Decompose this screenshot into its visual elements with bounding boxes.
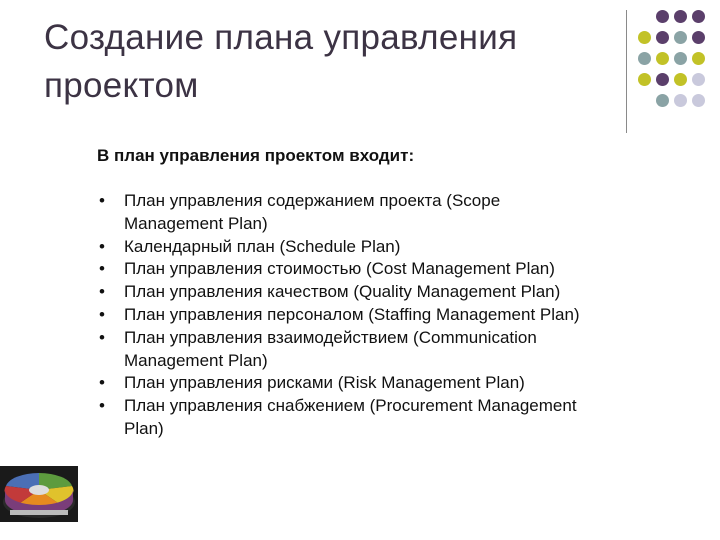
list-item (97, 190, 657, 236)
list-item-text: Календарный план (Schedule Plan) (124, 236, 401, 256)
decorative-dot (656, 52, 669, 65)
decorative-dot (674, 31, 687, 44)
list-item-text: План управления стоимостью (Cost Management Plan) (124, 259, 555, 279)
slide-title (44, 14, 614, 110)
decorative-dot (638, 52, 651, 65)
list-item-text: План управления содержанием проекта (Scope (124, 191, 501, 210)
slide-title-line-2: проектом (44, 66, 199, 105)
decorative-dot (674, 52, 687, 65)
bullet-icon: • (99, 304, 105, 324)
list-item (97, 327, 657, 373)
vertical-divider (626, 10, 627, 133)
decorative-dot (656, 31, 669, 44)
decorative-dot (692, 52, 705, 65)
list-item-text: План управления взаимодействием (Communication (124, 327, 537, 347)
decorative-dot (692, 10, 705, 23)
list-item-text-continued: Management Plan) (124, 213, 268, 233)
decorative-dot (656, 94, 669, 107)
decorative-dot (692, 31, 705, 44)
decorative-dot-grid (636, 8, 716, 120)
list-item-text: План управления рисками (Risk Management Plan) (124, 373, 525, 393)
list-item-text: План управления персоналом (Staffing Management Plan) (124, 304, 580, 324)
bullet-icon: • (99, 236, 105, 256)
list-item (97, 304, 657, 327)
list-item (97, 281, 657, 304)
decorative-dot (656, 10, 669, 23)
decorative-dot (674, 73, 687, 86)
decorative-dot (692, 73, 705, 86)
bullet-icon: • (99, 396, 105, 416)
list-item-text-continued: Plan) (124, 418, 164, 438)
plan-components-list (97, 190, 657, 441)
bullet-icon: • (99, 373, 105, 393)
decorative-dot (638, 31, 651, 44)
intro-text: В план управления проектом входит: (97, 146, 415, 165)
bullet-icon: • (99, 191, 105, 210)
decorative-dot (674, 10, 687, 23)
decorative-dot (638, 73, 651, 86)
list-item-text: План управления снабжением (Procurement Management (124, 396, 577, 416)
list-item (97, 258, 657, 281)
bullet-icon: • (99, 259, 105, 279)
list-item-text: План управления качеством (Quality Management Plan) (124, 282, 561, 302)
list-item (97, 372, 657, 395)
list-item (97, 236, 657, 259)
list-item-text-continued: Management Plan) (124, 350, 268, 370)
pmbok-process-wheel-icon (0, 466, 78, 522)
slide-title-line-1: Создание плана управления (44, 18, 518, 57)
decorative-dot (692, 94, 705, 107)
decorative-dot (674, 94, 687, 107)
bullet-icon: • (99, 327, 105, 347)
list-item (97, 395, 657, 441)
bullet-icon: • (99, 282, 105, 302)
decorative-dot (656, 73, 669, 86)
